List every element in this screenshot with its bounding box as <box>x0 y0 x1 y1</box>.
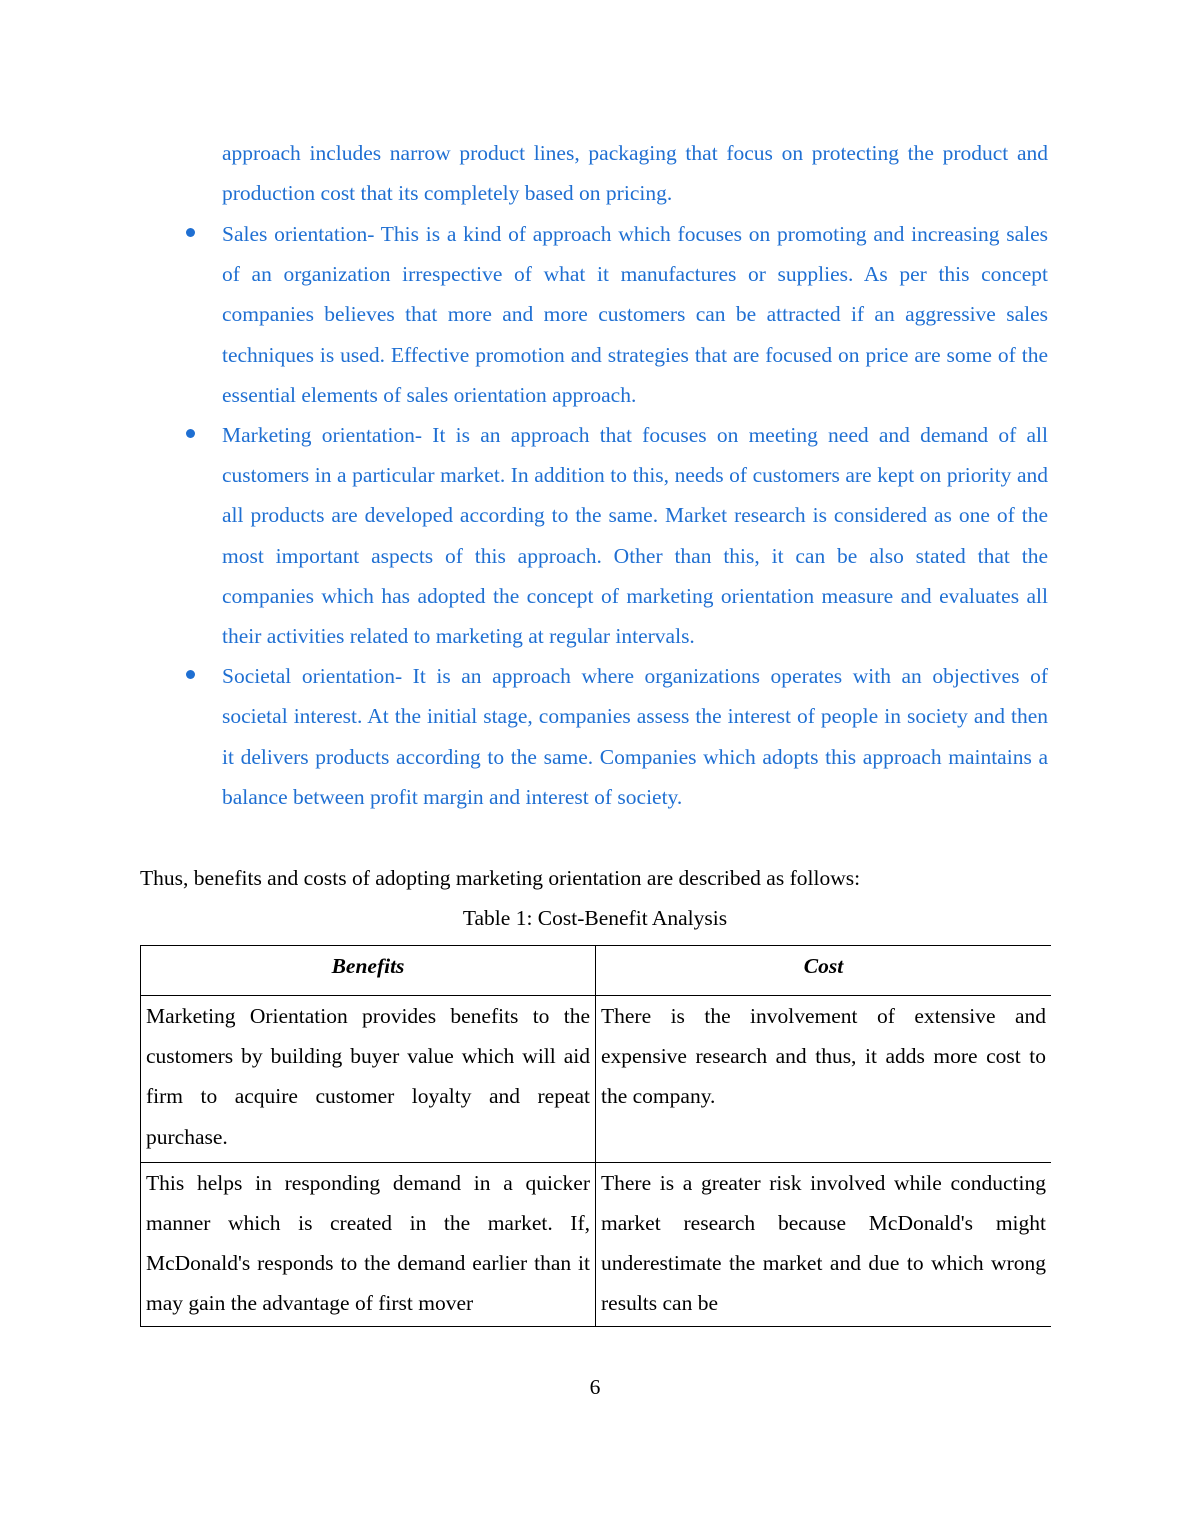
table-row <box>141 996 1052 1163</box>
orientation-bullet-list <box>0 214 1190 817</box>
list-item <box>0 656 1190 817</box>
bullet-icon <box>186 429 195 438</box>
cost-benefit-table-container <box>140 945 1051 1327</box>
bullet-text-marketing-orientation: Marketing orientation- It is an approach that focuses on meeting need and demand of all customers in a particular market. In addition to this, needs of customers are kept on priority and all products are developed according to the same. Market research is considered as one of the most important aspects of this approach. Other than this, it can be also stated that the companies which has adopted the concept of marketing orientation measure and evaluates all their activities related to marketing at regular intervals. <box>222 423 1048 649</box>
intro-line: Thus, benefits and costs of adopting marketing orientation are described as follows: <box>140 866 861 890</box>
table-row <box>141 1162 1052 1327</box>
continuation-paragraph: approach includes narrow product lines, packaging that focus on protecting the product and production cost that its completely based on pricing. <box>222 141 1048 206</box>
cost-cell: There is the involvement of extensive and expensive research and thus, it adds more cost to the company. <box>596 996 1052 1163</box>
cost-cell: There is a greater risk involved while conducting market research because McDonald's might underestimate the market and due to which wrong results can be <box>596 1162 1052 1327</box>
bullet-text-sales-orientation: Sales orientation- This is a kind of approach which focuses on promoting and increasing sales of an organization irrespective of what it manufactures or supplies. As per this concept companies believes that more and more customers can be attracted if an aggressive sales techniques is used. Effective promotion and strategies that are focused on price are some of the essential elements of sales orientation approach. <box>222 222 1048 407</box>
list-item <box>0 415 1190 656</box>
page-number: 6 <box>589 1375 601 1399</box>
bullet-icon <box>186 228 195 237</box>
header-cost: Cost <box>596 946 1052 996</box>
benefit-cell: Marketing Orientation provides benefits to the customers by building buyer value which will aid firm to acquire customer loyalty and repeat purchase. <box>141 996 596 1163</box>
header-benefits: Benefits <box>141 946 596 996</box>
bullet-text-societal-orientation: Societal orientation- It is an approach where organizations operates with an objectives of societal interest. At the initial stage, companies assess the interest of people in society and then it delivers products according to the same. Companies which adopts this approach maintains a balance between profit margin and interest of society. <box>222 664 1048 809</box>
benefit-cell: This helps in responding demand in a quicker manner which is created in the market. If, McDonald's responds to the demand earlier than it may gain the advantage of first mover <box>141 1162 596 1327</box>
cost-benefit-table <box>140 945 1051 1327</box>
table-header-row <box>141 946 1052 996</box>
bullet-icon <box>186 670 195 679</box>
list-item <box>0 214 1190 415</box>
table-caption: Table 1: Cost-Benefit Analysis <box>462 906 728 930</box>
